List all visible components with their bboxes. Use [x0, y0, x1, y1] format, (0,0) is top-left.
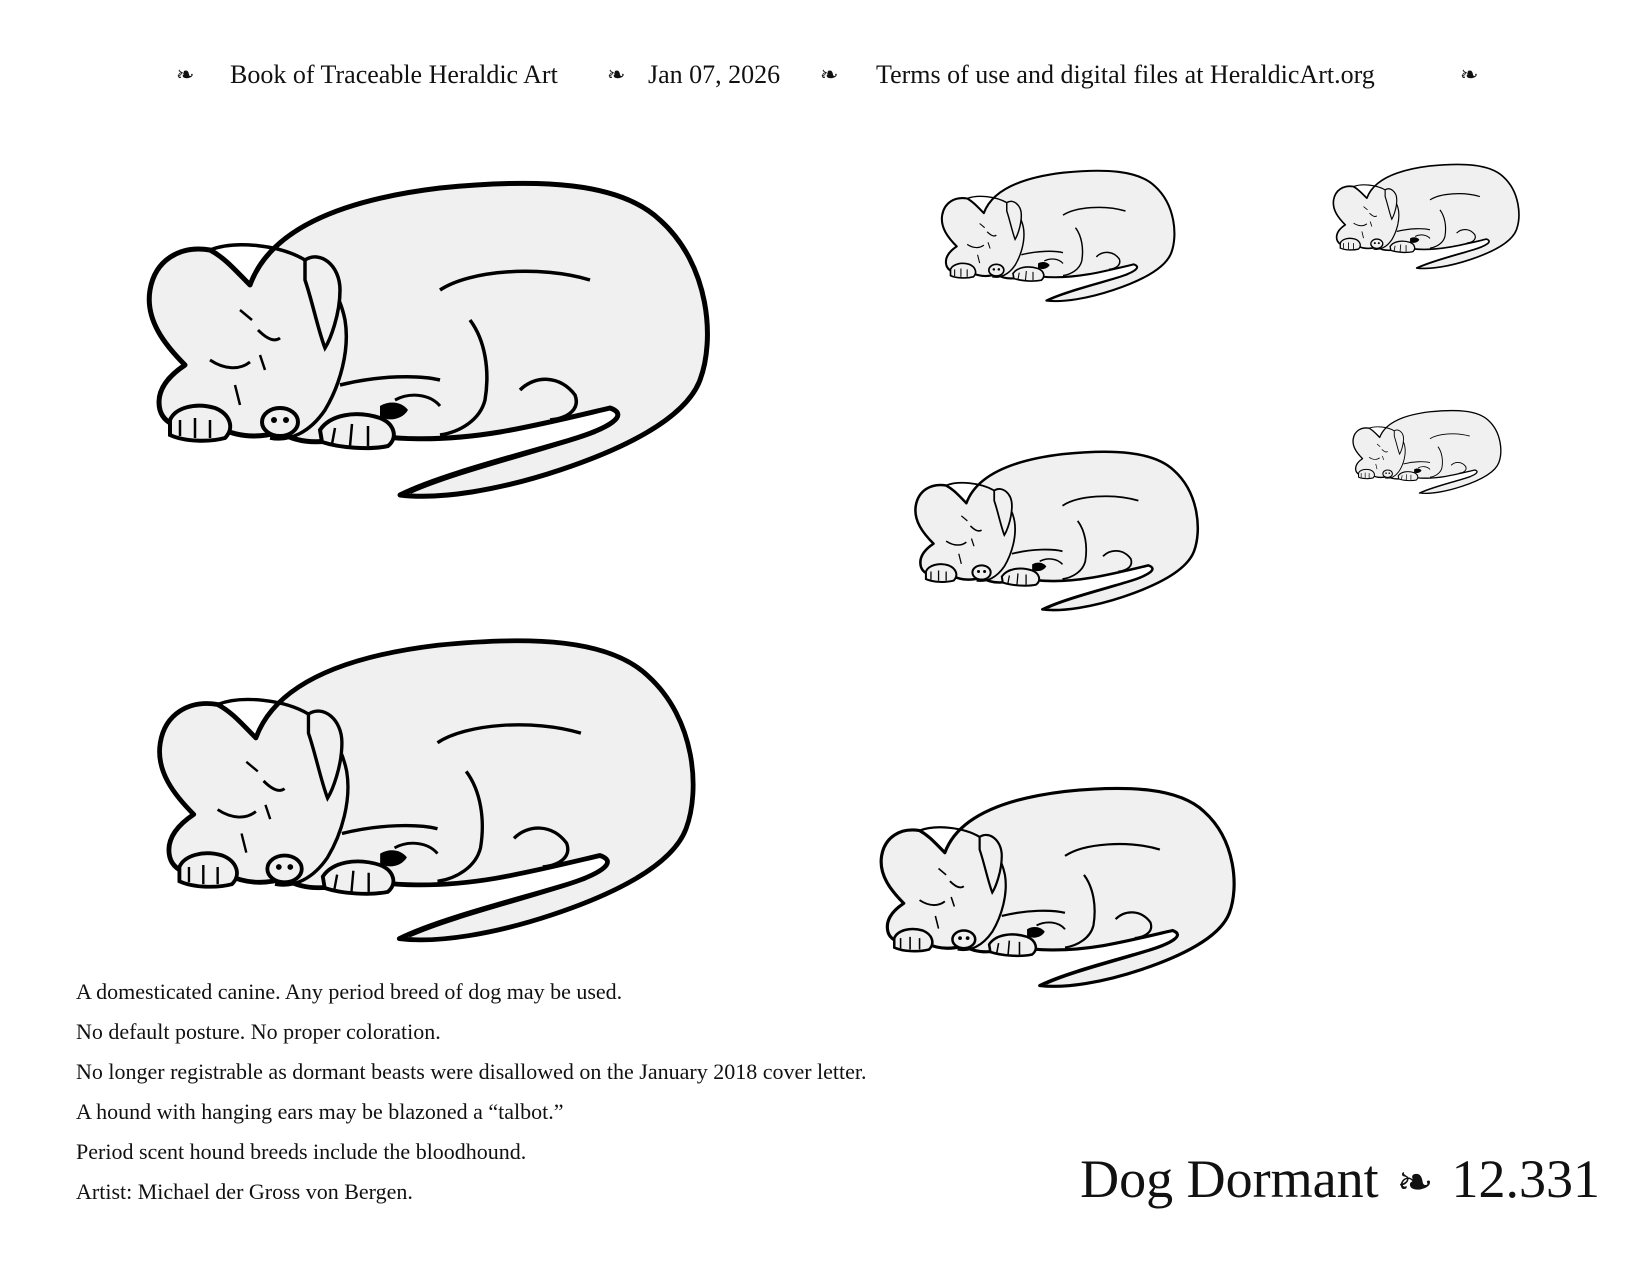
fleuron-icon: ❧: [820, 62, 839, 87]
dog-dormant-icon: [140, 170, 740, 510]
page-header: [0, 52, 1650, 102]
note-line: Period scent hound breeds include the bloodhound.: [76, 1139, 527, 1164]
dog-dormant-small-b: [1350, 407, 1510, 497]
note-line: No default posture. No proper coloration.: [76, 1019, 441, 1044]
terms-link[interactable]: Terms of use and digital files at HeraldicArt.org: [876, 60, 1375, 89]
fleuron-icon: ❧: [607, 62, 626, 87]
dog-dormant-icon: [910, 445, 1215, 617]
dog-dormant-large-top: [140, 170, 740, 510]
dog-dormant-icon: [938, 165, 1188, 307]
book-title: Book of Traceable Heraldic Art: [230, 60, 558, 89]
dog-dormant-medium-c: [875, 780, 1255, 995]
dog-dormant-medium-a: [938, 165, 1188, 307]
note-line: A hound with hanging ears may be blazoned a “talbot.”: [76, 1099, 564, 1124]
title-name: Dog Dormant: [1080, 1149, 1379, 1209]
plate-title: [1040, 1148, 1600, 1218]
header-date: Jan 07, 2026: [648, 60, 781, 89]
title-number: 12.331: [1451, 1149, 1600, 1209]
fleuron-icon: ❧: [1396, 1158, 1434, 1207]
fleuron-icon: ❧: [176, 62, 195, 87]
dog-dormant-small-a: [1330, 160, 1530, 273]
dog-dormant-icon: [150, 628, 725, 953]
dog-dormant-icon: [1350, 407, 1510, 497]
dog-dormant-medium-b: [910, 445, 1215, 617]
note-line: Artist: Michael der Gross von Bergen.: [76, 1179, 413, 1204]
dog-dormant-icon: [1330, 160, 1530, 273]
dog-dormant-icon: [875, 780, 1255, 995]
fleuron-icon: ❧: [1460, 62, 1479, 87]
note-line: No longer registrable as dormant beasts were disallowed on the January 2018 cover letter.: [76, 1059, 867, 1084]
description-notes: [76, 972, 1056, 1212]
note-line: A domesticated canine. Any period breed of dog may be used.: [76, 979, 623, 1004]
dog-dormant-large-bottom: [150, 628, 725, 953]
